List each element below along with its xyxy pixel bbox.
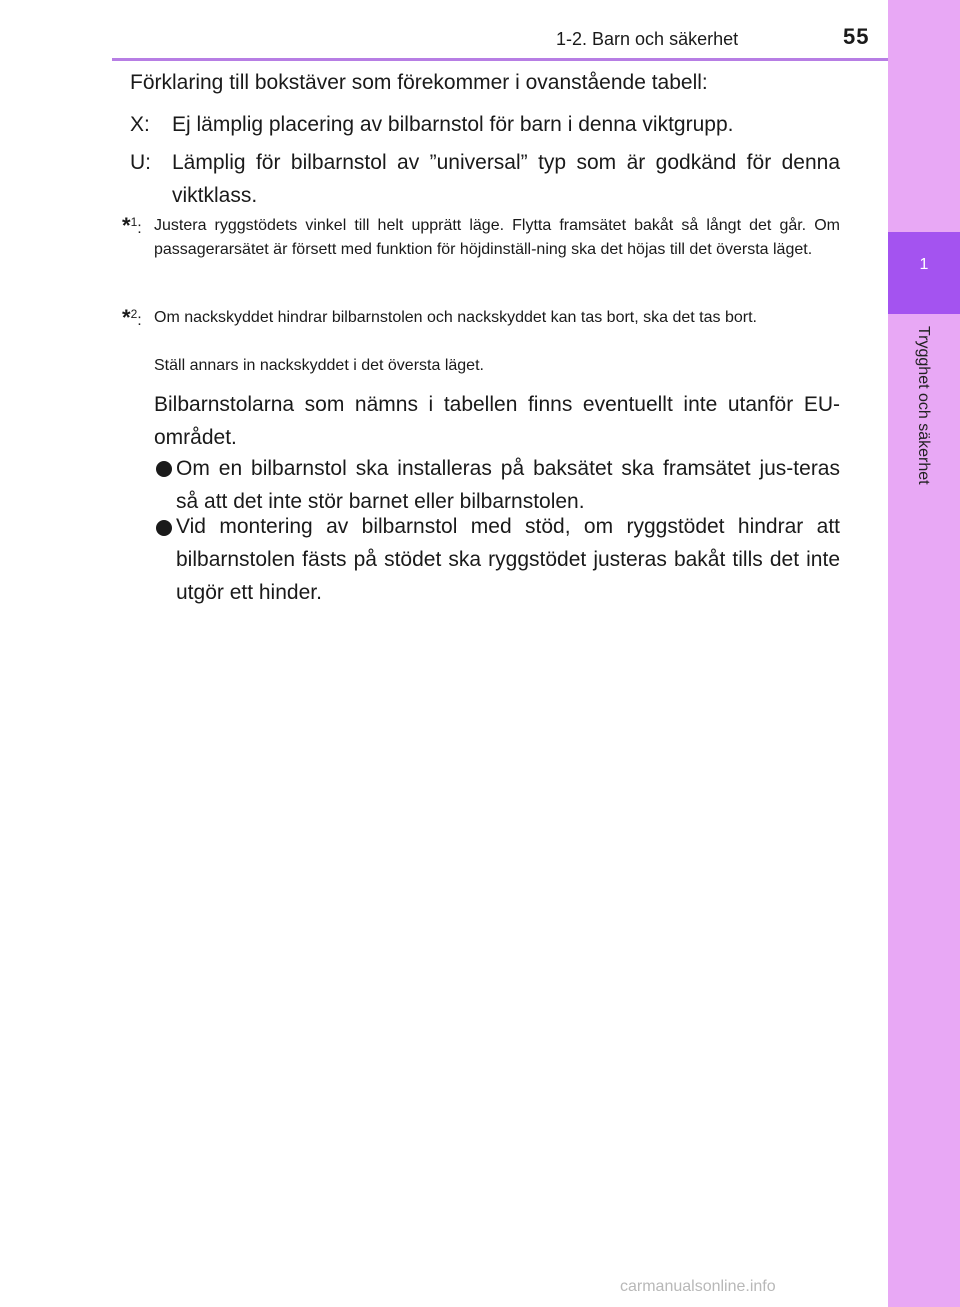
footnote-1-marker [122,210,142,241]
legend-letter-u: U: [130,151,151,174]
bullet-item-1: Om en bilbarnstol ska installeras på baksätet ska framsätet jus-teras så att det inte stör barnet eller bilbarnstolen. [176,457,840,513]
footnote-2-colon: : [137,312,142,329]
legend-letter-x: X: [130,113,150,136]
bullet-dot-icon [156,461,172,477]
legend-intro: Förklaring till bokstäver som förekommer i ovanstående tabell: [130,71,708,94]
section-title: 1-2. Barn och säkerhet [556,29,739,49]
page-number: 55 [843,24,870,49]
bullet-dot-icon [156,520,172,536]
chapter-number: 1 [919,256,929,273]
chapter-side-tab [888,0,960,1307]
footnote-2-marker [122,302,142,333]
bullet-item-2: Vid montering av bilbarnstol med stöd, om ryggstödet hindrar att bilbarnstolen fästs på stödet ska ryggstödet justeras bakåt tills det inte utgör ett hinder. [176,515,840,604]
footer-watermark: carmanualsonline.info [620,1278,776,1295]
footnote-1-colon: : [137,220,142,237]
chapter-title: Trygghet och säkerhet [915,326,932,485]
footnote-1-number: 1 [130,215,138,229]
legend-text-x: Ej lämplig placering av bilbarnstol för barn i denna viktgrupp. [172,113,734,136]
footnote-2-number: 2 [130,307,138,321]
header-divider [112,58,888,61]
footnote-2-star: * [122,305,131,330]
footnote-2-text-2: Ställ annars in nackskyddet i det översta läget. [154,357,484,374]
footnote-2-text: Om nackskyddet hindrar bilbarnstolen och nackskyddet kan tas bort, ska det tas bort. [154,309,757,326]
legend-text-u: Lämplig för bilbarnstol av ”universal” typ som är godkänd för denna viktklass. [172,151,840,207]
body-paragraph: Bilbarnstolarna som nämns i tabellen finns eventuellt inte utanför EU-området. [154,393,840,449]
footnote-1-star: * [122,213,131,238]
footnote-1-text: Justera ryggstödets vinkel till helt upprätt läge. Flytta framsätet bakåt så långt det går. Om passagerarsätet är försett med funktion för höjdinställ-ning ska det höjas till det översta läget. [154,217,840,258]
